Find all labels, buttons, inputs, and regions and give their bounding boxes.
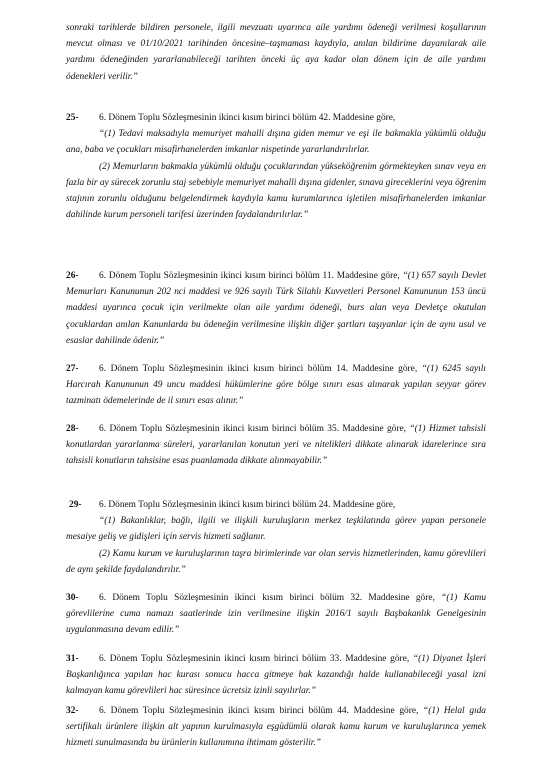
article-lead: 6. Dönem Toplu Sözleşmesinin ikinci kısım birinci bölüm 33. Maddesine göre, bbox=[99, 654, 410, 664]
article-lead: 6. Dönem Toplu Sözleşmesinin ikinci kısım birinci bölüm 42. Maddesine göre, bbox=[99, 113, 396, 123]
article-lead: 6. Dönem Toplu Sözleşmesinin ikinci kısım birinci bölüm 35. Maddesine göre, bbox=[99, 424, 406, 434]
article-number: 29- bbox=[69, 500, 82, 510]
article-number: 30- bbox=[66, 593, 79, 603]
article-number: 32- bbox=[66, 706, 79, 716]
article-body: “(1) Helal gıda sertifikalı ürünlere ilişkin alt yapının kurulmasıyla eşgüdümlü olarak kamu kurum ve kuruluşlarınca yemek hizmeti sunulmasında bu ürünlerin kullanımına ihtimam gösterilir.” bbox=[66, 706, 486, 749]
article-32 bbox=[66, 703, 486, 752]
article-29 bbox=[66, 497, 486, 578]
article-body: “(1) Diyanet İşleri Başkanlığınca yapılan hac kurası sonucu hacca gitmeye hak kazandığı halde kullanabileceği yasal izni kalmayan kamu görevlileri hac süresince ücretsiz izinli sayılırlar.” bbox=[66, 654, 486, 697]
article-lead: 6. Dönem Toplu Sözleşmesinin ikinci kısım birinci bölüm 44. Maddesine göre, bbox=[99, 706, 419, 716]
article-number: 26- bbox=[66, 271, 79, 281]
article-paragraph-2: (2) Kamu kurum ve kuruluşlarının taşra birimlerinde var olan servis hizmetlerinden, kamu görevlileri de aynı şekilde faydalandırılır.” bbox=[66, 548, 486, 575]
article-lead: 6. Dönem Toplu Sözleşmesinin ikinci kısım birinci bölüm 11. Maddesine göre, bbox=[99, 271, 400, 281]
article-26 bbox=[66, 268, 486, 349]
article-body: “(1) 6245 sayılı Harcırah Kanununun 49 uncu maddesi hükümlerine göre bölge sınırı esas alınarak yapılan seyyar görev tazminatı ödemelerinde de il sınırı esas alınır.” bbox=[66, 364, 486, 407]
article-25 bbox=[66, 110, 486, 223]
article-30 bbox=[66, 590, 486, 639]
article-number: 27- bbox=[66, 364, 79, 374]
article-body: “(1) Hizmet tahsisli konutlardan yararlanma süreleri, yararlanılan konutun yeri ve nitelikleri dikkate alınarak idarelerince sıra tahsisli konutların tahsisine esas puanlamada dikkate alınmayabilir.” bbox=[66, 424, 487, 467]
article-27 bbox=[66, 361, 486, 410]
article-paragraph-1: “(1) Bakanlıklar, bağlı, ilgili ve ilişkili kuruluşların merkez teşkilatında görev yapan personele mesaiye geliş ve gidişleri için servis hizmeti sağlanır. bbox=[66, 516, 486, 543]
article-31 bbox=[66, 651, 486, 700]
article-lead: 6. Dönem Toplu Sözleşmesinin ikinci kısım birinci bölüm 24. Maddesine göre, bbox=[99, 500, 396, 510]
intro-text: sonraki tarihlerde bildiren personele, ilgili mevzuatı uyarınca aile yardımı ödeneği verilmesi koşullarının mevcut olması ve 01/10/2021 tarihinden öncesine–taşmaması kaydıyla, anılan bildirime dayanılarak aile yardımı ödeneğinden yararlanabileceği tarihten önceki üç aya kadar olan dönem için de aile yardımı ödenekleri verilir.” bbox=[66, 23, 486, 82]
article-paragraph-2: (2) Memurların bakmakla yükümlü olduğu çocuklarından yükseköğrenim görmekteyken sınav veya en fazla bir ay sürecek zorunlu staj sebebiyle memuriyet mahalli dışına gidenler, sınava gireceklerini veya öğrenim stajının zorunlu olduğunu belgelendirmek kaydıyla kamu kurumlarınca işletilen misafirhanelerden imkanlar dahilinde kurum personeli tarifesi üzerinden faydalandırılırlar.” bbox=[66, 161, 486, 221]
article-lead: 6. Dönem Toplu Sözleşmesinin ikinci kısım birinci bölüm 32. Maddesine göre, bbox=[99, 593, 435, 603]
article-number: 31- bbox=[66, 654, 79, 664]
article-lead: 6. Dönem Toplu Sözleşmesinin ikinci kısım birinci bölüm 14. Maddesine göre, bbox=[99, 364, 418, 374]
article-paragraph-1: “(1) Tedavi maksadıyla memuriyet mahalli dışına giden memur ve eşi ile bakmakla yükümlü olduğu ana, baba ve çocukları misafirhanelerden imkanlar nispetinde yararlandırılırlar. bbox=[66, 129, 486, 156]
article-number: 28- bbox=[66, 424, 79, 434]
intro-paragraph bbox=[66, 20, 486, 85]
article-body: “(1) 657 sayılı Devlet Memurları Kanununun 202 nci maddesi ve 926 sayılı Türk Silahlı Kuvvetleri Personel Kanununun 153 üncü maddesi uyarınca çocuk için verilmekte olan aile yardımı ödeneği, burs alan veya Devletçe okutulan çocuklardan anılan Kanunlarda bu ödeneğin verilmesine ilişkin diğer şartları taşıyanlar için de aynı usul ve esaslar dahilinde ödenir.” bbox=[66, 271, 486, 346]
article-body: “(1) Kamu görevlilerine cuma namazı saatlerinde izin verilmesine ilişkin 2016/1 sayılı Başbakanlık Genelgesinin uygulanmasına devam edilir.” bbox=[66, 593, 487, 636]
article-number: 25- bbox=[66, 113, 79, 123]
article-28 bbox=[66, 421, 486, 470]
